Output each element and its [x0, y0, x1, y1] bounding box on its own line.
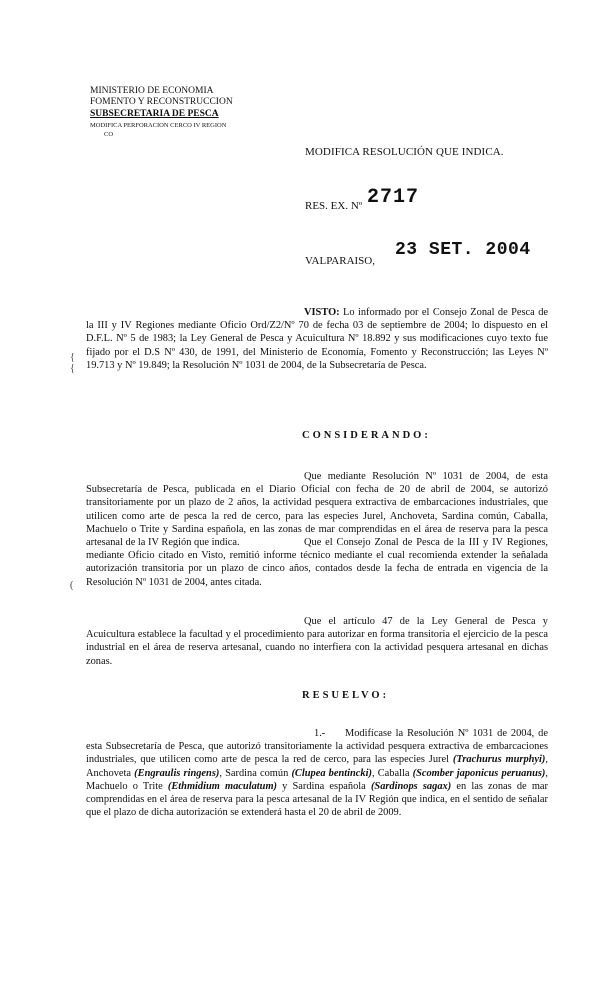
resuelvo-text-6: y Sardina española	[276, 780, 371, 792]
resuelvo-text-2: , Anchoveta	[86, 754, 548, 779]
considerando-paragraph-3: Que el artículo 47 de la Ley General de Pesca y Acuicultura establece la facultad y el procedimiento para autorizar en forma transitoria el ejercicio de la pesca industrial en el área de reserva artesanal, cuando no interfiera con la actividad pesquera artesanal en dichas zonas.	[86, 616, 548, 667]
document-title: MODIFICA RESOLUCIÓN QUE INDICA.	[305, 146, 504, 158]
visto-text: Lo informado por el Consejo Zonal de Pesca de la III y IV Regiones mediante Oficio Ord/Z2/Nº 70 de fecha 03 de septiembre de 2004; lo dispuesto en el D.F.L. Nº 5 de 1983; la Ley General de Pesca y Acuicultura Nº 18.892 y sus modificaciones cuyo texto fue fijado por el D.S Nº 430, de 1991, del Ministerio de Economía, Fomento y Reconstrucción; las Leyes Nº 19.713 y Nº 19.849; la Resolución Nº 1031 de 2004, de la Subsecretaría de Pesca.	[86, 307, 548, 371]
ministry-name: MINISTERIO DE ECONOMIA	[90, 86, 214, 96]
species-sardina-comun: (Clupea bentincki)	[291, 767, 372, 779]
resolution-date: 23 SET. 2004	[395, 240, 531, 260]
resuelvo-heading: RESUELVO:	[302, 690, 390, 701]
considerando-heading: CONSIDERANDO:	[302, 430, 431, 441]
resuelvo-item-1	[86, 727, 548, 819]
resuelvo-text-3: , Sardina común	[219, 767, 292, 779]
resuelvo-item-number: 1.-	[314, 728, 326, 739]
margin-mark: (	[70, 580, 74, 591]
margin-mark: {	[70, 352, 75, 363]
visto-paragraph	[86, 306, 548, 372]
considerando-paragraph-1: Que mediante Resolución Nº 1031 de 2004, de esta Subsecretaría de Pesca, publicada en el Diario Oficial con fecha de 20 de abril de 2004, se autorizó transitoriamente por un plazo de 2 años, la actividad pesquera extractiva de embarcaciones industriales, que utilicen como arte de pesca la red de cerco, para las especies Jurel, Anchoveta, Sardina común, Caballa, Machuelo o Trite y Sardina española, en las zonas de mar comprendidas en el área de reserva para la pesca artesanal de la IV Región que indica.	[86, 471, 548, 549]
ministry-subname: FOMENTO Y RECONSTRUCCION	[90, 97, 233, 107]
visto-lead: VISTO:	[304, 307, 340, 318]
species-sardina-espanola: (Sardinops sagax)	[370, 780, 452, 792]
species-machuelo: (Ethmidium maculatum)	[167, 780, 277, 792]
species-jurel: (Trachurus murphyi)	[452, 754, 546, 766]
species-anchoveta: (Engraulis ringens)	[134, 767, 220, 779]
document-initials: CO	[104, 131, 114, 138]
resuelvo-text-4: , Caballa	[371, 767, 413, 779]
considerando-paragraph-2: Que el Consejo Zonal de Pesca de la III y IV Regiones, mediante Oficio citado en Visto, remitió informe técnico mediante el cual recomienda extender la señalada autorización transitoria por un plazo de cinco años, contados desde la fecha de entrada en vigencia de la Resolución Nº 1031 de 2004, antes citada.	[86, 537, 548, 588]
place-label: VALPARAISO,	[305, 255, 375, 267]
species-caballa: (Scomber japonicus peruanus)	[412, 767, 546, 779]
resuelvo-text-5: , Machuelo o Trite	[86, 767, 548, 792]
resuelvo-text-7: en las zonas de mar comprendidas en el área de reserva para la pesca artesanal de la IV Región que indica, en el sentido de señalar que el plazo de dicha autorización se extenderá hasta el 20 de abril de 2009.	[86, 780, 548, 819]
margin-mark: {	[70, 363, 75, 374]
subsecretaria-name: SUBSECRETARIA DE PESCA	[90, 109, 219, 119]
resolution-label: RES. EX. Nº	[305, 200, 363, 212]
resuelvo-text-1: Modifícase la Resolución Nº 1031 de 2004, de esta Subsecretaría de Pesca, que autorizó transitoriamente la actividad pesquera extractiva de embarcaciones industriales, que utilicen como arte de pesca la red de cerco, para las especies Jurel	[86, 728, 548, 766]
resolution-number: 2717	[367, 186, 420, 209]
document-reference: MODIFICA PERFORACION CERCO IV REGION	[90, 122, 227, 129]
